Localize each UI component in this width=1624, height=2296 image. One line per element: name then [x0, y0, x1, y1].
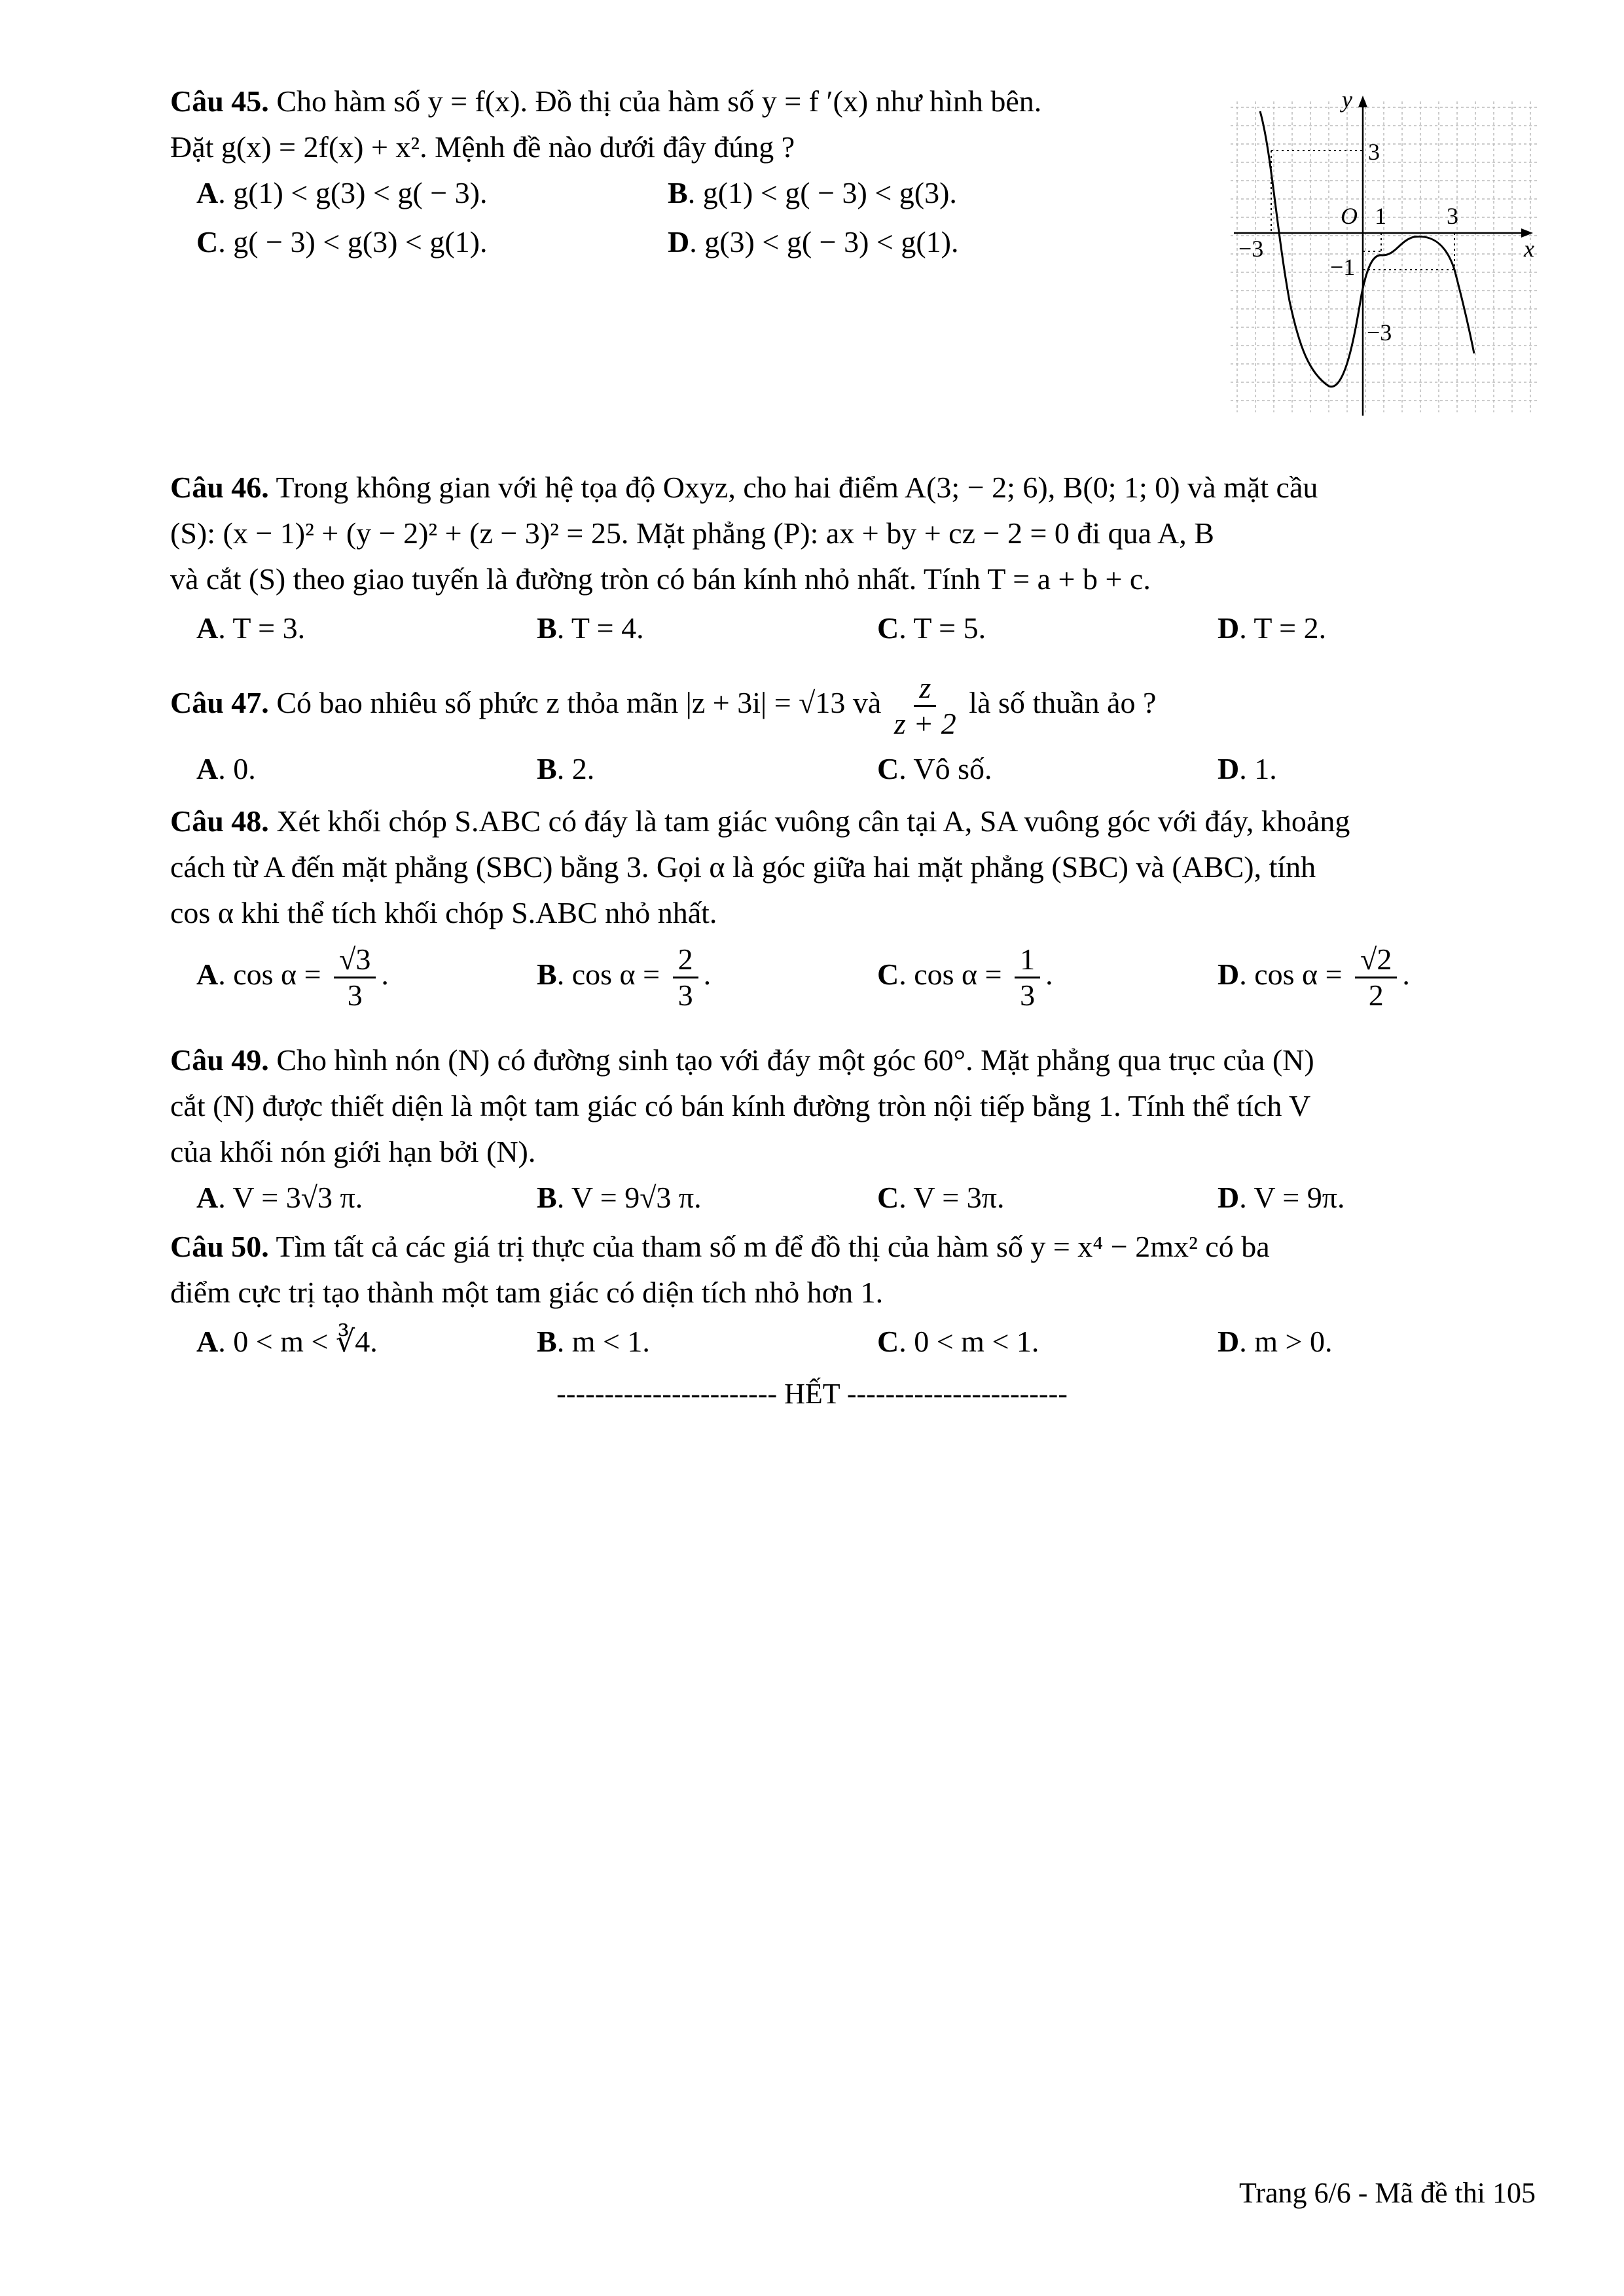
option-text: . 2. [556, 752, 595, 785]
q50-text-2: điểm cực trị tạo thành một tam giác có diện tích nhỏ hơn 1. [170, 1276, 884, 1309]
q47-text-after: là số thuần ảo ? [969, 686, 1157, 720]
option-letter: B [668, 176, 688, 209]
q45-line-1 [170, 82, 1041, 121]
option-letter: A [196, 1325, 219, 1358]
q45-line-2 [170, 128, 795, 167]
q50-line-1 [170, 1227, 1270, 1266]
q48-label: Câu 48. [170, 804, 269, 838]
option-letter: D [668, 225, 690, 259]
q45-option-b [668, 173, 957, 213]
option-text: . V = 3√3 π. [218, 1181, 363, 1214]
tick-label-y-neg3: −3 [1367, 319, 1392, 346]
q48-option-c: C. cos α = $\frac{1}{3}$ . [877, 942, 1053, 1012]
fraction-denominator: z + 2 [893, 707, 956, 740]
q48-option-b: B. cos α = $\frac{2}{3}$ . [537, 942, 712, 1012]
origin-label: O [1341, 203, 1358, 229]
fraction-numerator: 1 [1015, 942, 1040, 978]
tick-label-x-3: 3 [1447, 203, 1458, 229]
q49-label: Câu 49. [170, 1043, 269, 1077]
q50-option-c [877, 1322, 1039, 1361]
q47-option-a [196, 749, 256, 789]
option-letter: A [196, 611, 219, 645]
option-fraction [1015, 942, 1040, 1013]
x-axis-label: x [1524, 236, 1534, 262]
q45-option-d [668, 223, 958, 262]
q49-line-2 [170, 1086, 1310, 1126]
q47-line-1 [170, 671, 1156, 741]
q45-option-c [196, 223, 487, 262]
tick-label-y-neg1: −1 [1330, 254, 1356, 280]
q50-text-1: Tìm tất cả các giá trị thực của tham số m để đồ thị của hàm số y = x⁴ − 2mx² có ba [276, 1230, 1270, 1263]
option-text: . T = 3. [218, 611, 306, 645]
option-text: . cos α = [1239, 958, 1343, 992]
option-text: . g( − 3) < g(3) < g(1). [218, 225, 488, 259]
q47-option-b [537, 749, 594, 789]
q47-option-d [1218, 749, 1277, 789]
q49-option-c [877, 1178, 1004, 1217]
option-text: . 0. [218, 752, 256, 785]
option-text: . g(3) < g( − 3) < g(1). [689, 225, 959, 259]
q45-option-a [196, 173, 487, 213]
option-letter: D [1218, 752, 1240, 785]
option-letter: B [537, 1325, 557, 1358]
y-axis-arrow-icon [1358, 96, 1367, 107]
option-text: . 0 < m < 1. [899, 1325, 1039, 1358]
option-letter: B [537, 752, 557, 785]
q46-option-d [1218, 609, 1326, 648]
option-text: . g(1) < g(3) < g( − 3). [218, 176, 488, 209]
option-letter: C [877, 611, 899, 645]
option-letter: D [1218, 611, 1240, 645]
fraction-denominator: 3 [677, 978, 693, 1012]
option-text: . m < 1. [556, 1325, 650, 1358]
q47-option-c [877, 749, 992, 789]
q48-text-3: cos α khi thể tích khối chóp S.ABC nhỏ nhất. [170, 896, 717, 929]
q46-line-2 [170, 514, 1214, 553]
q48-option-d: D. cos α = $\frac{√2}{2}$ . [1218, 942, 1410, 1012]
q46-label: Câu 46. [170, 471, 269, 504]
q47-fraction [894, 671, 956, 741]
option-letter: C [877, 1325, 899, 1358]
option-letter: C [877, 752, 899, 785]
option-text: . T = 4. [556, 611, 644, 645]
q46-option-b [537, 609, 644, 648]
derivative-graph [1231, 85, 1538, 419]
q50-option-d [1218, 1322, 1332, 1361]
q45-text-1: Cho hàm số y = f(x). Đồ thị của hàm số y = f ′(x) như hình bên. [276, 84, 1042, 118]
q45-text-2: Đặt g(x) = 2f(x) + x². Mệnh đề nào dưới đây đúng ? [170, 130, 795, 164]
q50-label: Câu 50. [170, 1230, 269, 1263]
q46-text-1: Trong không gian với hệ tọa độ Oxyz, cho hai điểm A(3; − 2; 6), B(0; 1; 0) và mặt cầu [276, 471, 1318, 504]
option-letter: D [1218, 1181, 1240, 1214]
fraction-numerator: √2 [1355, 942, 1397, 978]
q49-text-1: Cho hình nón (N) có đường sinh tạo với đáy một góc 60°. Mặt phẳng qua trục của (N) [276, 1043, 1314, 1077]
tick-label-x-1: 1 [1375, 203, 1386, 229]
option-text: . cos α = [218, 958, 321, 992]
option-fraction [673, 942, 698, 1013]
option-text: . T = 5. [899, 611, 986, 645]
option-text: . T = 2. [1239, 611, 1327, 645]
q50-option-b [537, 1322, 650, 1361]
q49-option-a [196, 1178, 363, 1217]
option-text: . V = 9√3 π. [556, 1181, 702, 1214]
option-letter: D [1218, 958, 1240, 992]
option-text: . 1. [1239, 752, 1277, 785]
q48-option-a: A. cos α = $\frac{√3}{3}$ . [196, 942, 389, 1012]
fraction-numerator: 2 [673, 942, 698, 978]
option-text: . Vô số. [899, 752, 992, 785]
option-letter: B [537, 1181, 557, 1214]
fraction-numerator: z [914, 671, 936, 707]
q48-line-2 [170, 848, 1316, 887]
q46-text-2: (S): (x − 1)² + (y − 2)² + (z − 3)² = 25. Mặt phẳng (P): ax + by + cz − 2 = 0 đi qua A, B [170, 516, 1214, 550]
option-text: . V = 9π. [1239, 1181, 1345, 1214]
q46-line-3 [170, 560, 1151, 599]
option-letter: D [1218, 1325, 1240, 1358]
tick-label-y-3: 3 [1368, 139, 1380, 165]
q47-text-before: Có bao nhiêu số phức z thỏa mãn |z + 3i| = √13 và [276, 686, 882, 720]
q50-option-a [196, 1322, 378, 1361]
fraction-denominator: 3 [1020, 978, 1036, 1012]
fraction-denominator: 2 [1368, 978, 1384, 1012]
option-letter: A [196, 958, 219, 992]
option-letter: C [196, 225, 219, 259]
end-of-exam-marker: ----------------------- HẾT ----------------------- [556, 1378, 1068, 1410]
y-axis-label: y [1342, 86, 1352, 113]
q47-label: Câu 47. [170, 686, 269, 720]
option-text: . g(1) < g( − 3) < g(3). [687, 176, 957, 209]
option-letter: B [537, 958, 557, 992]
q46-option-a [196, 609, 305, 648]
page-footer: Trang 6/6 - Mã đề thi 105 [1238, 2177, 1536, 2209]
option-letter: A [196, 176, 219, 209]
option-text: . V = 3π. [899, 1181, 1005, 1214]
option-text: . m > 0. [1239, 1325, 1333, 1358]
q48-line-3 [170, 893, 717, 933]
q46-option-c [877, 609, 986, 648]
q48-text-1: Xét khối chóp S.ABC có đáy là tam giác vuông cân tại A, SA vuông góc với đáy, khoảng [276, 804, 1350, 838]
fraction-denominator: 3 [347, 978, 363, 1012]
q46-line-1 [170, 468, 1318, 507]
option-text: . cos α = [899, 958, 1002, 992]
q48-text-2: cách từ A đến mặt phẳng (SBC) bằng 3. Gọi α là góc giữa hai mặt phẳng (SBC) và (ABC), tính [170, 850, 1316, 884]
option-text: . 0 < m < ∛4. [218, 1325, 378, 1358]
option-letter: C [877, 1181, 899, 1214]
graph-grid [1231, 101, 1538, 412]
fraction-numerator: √3 [334, 942, 376, 978]
option-fraction [334, 942, 376, 1013]
q49-text-3: của khối nón giới hạn bởi (N). [170, 1135, 536, 1168]
option-letter: B [537, 611, 557, 645]
option-text: . cos α = [556, 958, 660, 992]
option-letter: C [877, 958, 899, 992]
option-fraction [1355, 942, 1397, 1013]
q49-option-d [1218, 1178, 1344, 1217]
q49-option-b [537, 1178, 702, 1217]
tick-label-x-neg3: −3 [1238, 236, 1264, 262]
q49-text-2: cắt (N) được thiết diện là một tam giác có bán kính đường tròn nội tiếp bằng 1. Tính thể tích V [170, 1089, 1311, 1122]
q49-line-3 [170, 1132, 535, 1172]
option-letter: A [196, 1181, 219, 1214]
q46-text-3: và cắt (S) theo giao tuyến là đường tròn có bán kính nhỏ nhất. Tính T = a + b + c. [170, 562, 1151, 596]
option-letter: A [196, 752, 219, 785]
q45-label: Câu 45. [170, 84, 269, 118]
q49-line-1 [170, 1041, 1314, 1080]
q50-line-2 [170, 1273, 883, 1312]
q48-line-1 [170, 802, 1350, 841]
